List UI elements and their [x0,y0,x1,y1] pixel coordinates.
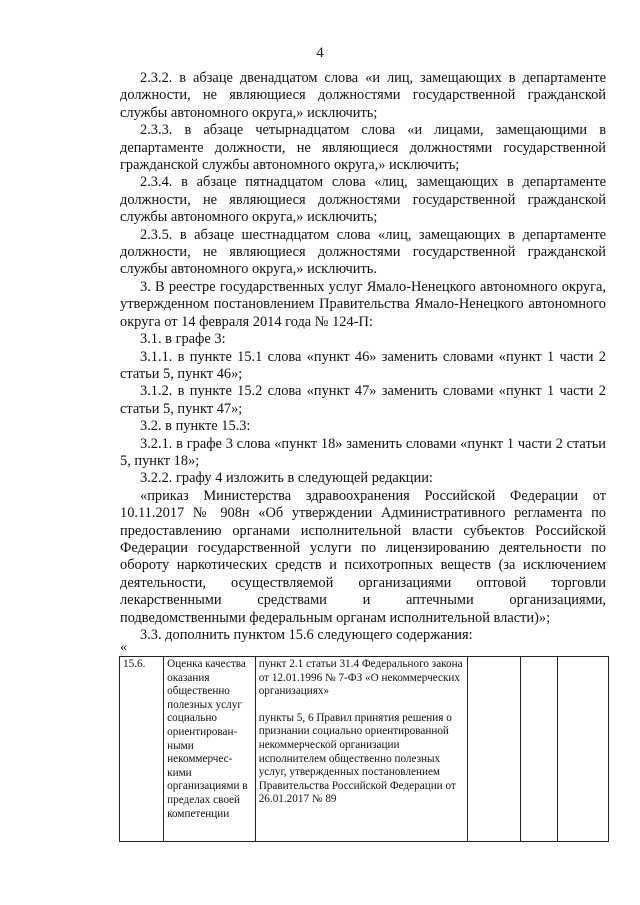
paragraph-2-3-4: 2.3.4. в абзаце пятнадцатом слова «лиц, замещающих в департаменте должности, не являющиеся должностями государственной гражданской службы автономного округа,» исключить; [120,174,606,226]
paragraph-3-3: 3.3. дополнить пунктом 15.6 следующего содержания: [140,627,473,643]
cell-empty-2 [520,657,558,842]
paragraph-2-3-5: 2.3.5. в абзаце шестнадцатом слова «лиц, замещающих в департаменте должности, не являющиеся должностями государственной гражданской службы автономного округа,» исключить. [120,226,606,278]
paragraph-3-1-1: 3.1.1. в пункте 15.1 слова «пункт 46» заменить словами «пункт 1 части 2 статьи 5, пункт 46»; [120,348,606,382]
paragraph-3-1: 3.1. в графе 3: [140,331,226,348]
cell-empty-3 [558,657,609,842]
legal-basis-ref-1: пункт 2.1 статьи 31.4 Федерального закона от 12.01.1996 № 7-ФЗ «О некоммерческих организациях» [258,658,463,698]
legal-basis-spacer [259,699,464,712]
paragraph-order-quote: «приказ Министерства здравоохранения Российской Федерации от 10.11.2017 № 908н «Об утверждении Административного регламента по предоставлению органами исполнительной власти субъектов Российской Федерации государственной услуги по лицензированию деятельности по обороту наркотических средств и психотропных веществ (за исключением деятельности, осуществляемой организациями оптовой торговли лекарственными средствами и аптечными организациями, подведомственными федеральным органам исполнительной власти)»; [120,487,606,626]
cell-service-name: Оценка качества оказания общественно полезных услуг социально ориентирован-ными некоммерчес-кими организациями в пределах своей компетенции [164,657,256,842]
cell-item-number: 15.6. [120,657,164,842]
paragraph-3-2-1: 3.2.1. в графе 3 слова «пункт 18» заменить словами «пункт 1 части 2 статьи 5, пункт 18»; [120,435,606,469]
cell-legal-basis [255,657,467,842]
paragraph-3: 3. В реестре государственных услуг Ямало-Ненецкого автономного округа, утвержденном постановлением Правительства Ямало-Ненецкого автономного округа от 14 февраля 2014 года № 124-П: [120,278,606,330]
paragraph-3-2: 3.2. в пункте 15.3: [140,418,251,435]
paragraph-3-1-2: 3.1.2. в пункте 15.2 слова «пункт 47» заменить словами «пункт 1 части 2 статьи 5, пункт 47»; [120,383,606,417]
document-body [120,70,606,644]
table-open-quote: « [120,640,127,655]
legal-basis-ref-2: пункты 5, 6 Правил принятия решения о признании социально ориентированной некоммерческой организации исполнителем общественно полезных услуг, утвержденных постановлением Правительства Российской Федерации от 26.01.2017 № 89 [258,711,456,806]
cell-empty-1 [467,657,520,842]
page-number: 4 [316,45,324,61]
registry-table [119,656,609,842]
table-row [120,657,609,842]
paragraph-2-3-2: 2.3.2. в абзаце двенадцатом слова «и лиц, замещающих в департаменте должности, не являющиеся должностями государственной гражданской службы автономного округа,» исключить; [120,70,606,121]
paragraph-3-2-2: 3.2.2. графу 4 изложить в следующей редакции: [140,470,433,487]
paragraph-2-3-3: 2.3.3. в абзаце четырнадцатом слова «и лицами, замещающими в департаменте должности, не являющиеся должностями государственной гражданской службы автономного округа,» исключить; [120,122,606,174]
